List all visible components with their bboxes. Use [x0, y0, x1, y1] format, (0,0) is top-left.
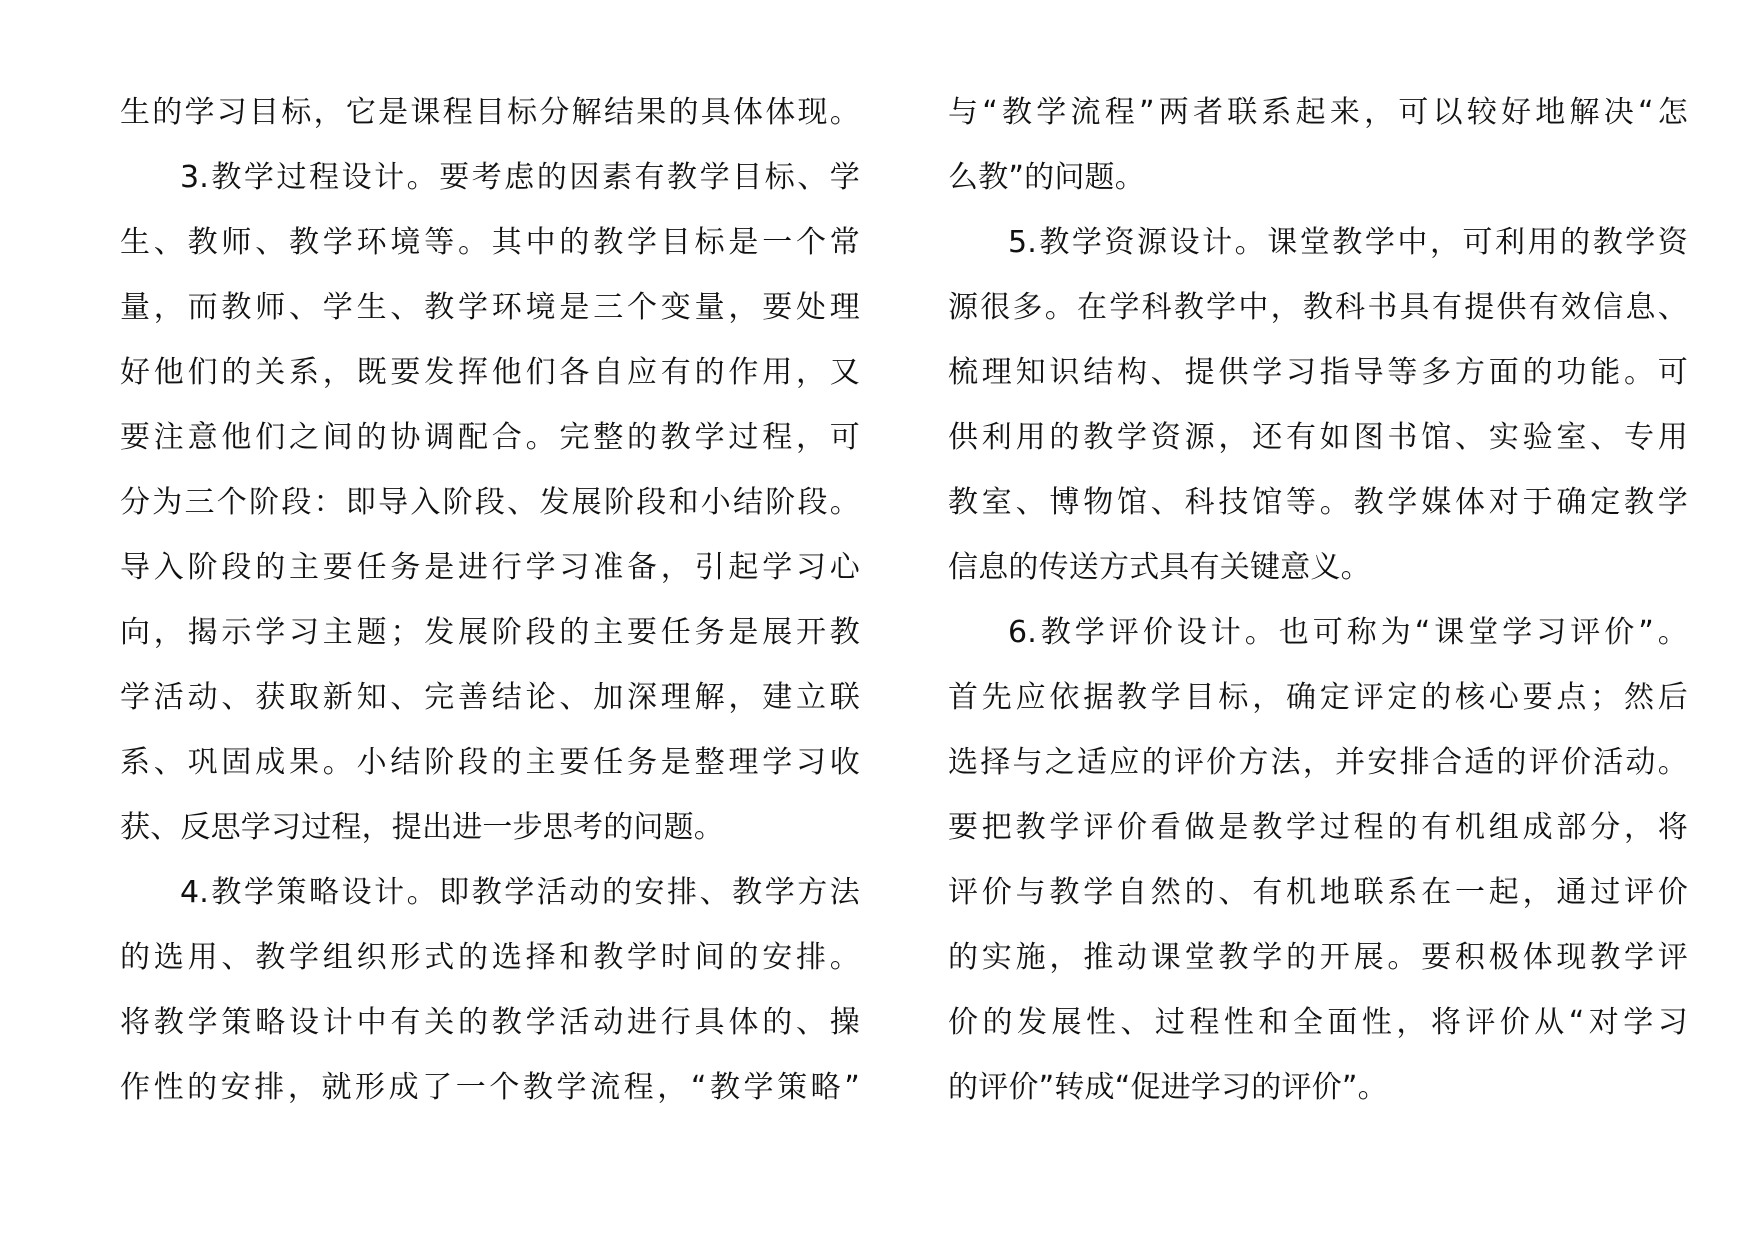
left-column-line-9: 向，揭示学习主题；发展阶段的主要任务是展开教 — [120, 615, 860, 650]
left-column-line-4: 量，而教师、学生、教学环境是三个变量，要处理 — [120, 290, 860, 325]
left-column-line-5: 好他们的关系，既要发挥他们各自应有的作用，又 — [120, 355, 860, 390]
right-column-line-9: 6.教学评价设计。也可称为“课堂学习评价”。 — [1008, 615, 1688, 650]
left-column-line-13: 4.教学策略设计。即教学活动的安排、教学方法 — [180, 875, 860, 910]
left-column-line-12: 获、反思学习过程，提出进一步思考的问题。 — [120, 810, 724, 845]
right-column-line-10: 首先应依据教学目标，确定评定的核心要点；然后 — [948, 680, 1688, 715]
left-column-line-16: 作性的安排，就形成了一个教学流程，“教学策略” — [120, 1070, 860, 1105]
left-column-line-10: 学活动、获取新知、完善结论、加深理解，建立联 — [120, 680, 860, 715]
right-column-line-1: 与“教学流程”两者联系起来，可以较好地解决“怎 — [948, 95, 1688, 130]
right-column-line-13: 评价与教学自然的、有机地联系在一起，通过评价 — [948, 875, 1688, 910]
right-column-line-8: 信息的传送方式具有关键意义。 — [948, 550, 1371, 585]
left-column-line-14: 的选用、教学组织形式的选择和教学时间的安排。 — [120, 940, 860, 975]
left-column-line-3: 生、教师、教学环境等。其中的教学目标是一个常 — [120, 225, 860, 260]
left-column-line-6: 要注意他们之间的协调配合。完整的教学过程，可 — [120, 420, 860, 455]
left-column-line-7: 分为三个阶段：即导入阶段、发展阶段和小结阶段。 — [120, 485, 860, 520]
right-column-line-11: 选择与之适应的评价方法，并安排合适的评价活动。 — [948, 745, 1688, 780]
right-column-line-16: 的评价”转成“促进学习的评价”。 — [948, 1070, 1388, 1105]
left-column-line-1: 生的学习目标，它是课程目标分解结果的具体体现。 — [120, 95, 860, 130]
right-column-line-15: 价的发展性、过程性和全面性，将评价从“对学习 — [948, 1005, 1688, 1040]
right-column-line-4: 源很多。在学科教学中，教科书具有提供有效信息、 — [948, 290, 1688, 325]
right-column-line-14: 的实施，推动课堂教学的开展。要积极体现教学评 — [948, 940, 1688, 975]
right-column-line-5: 梳理知识结构、提供学习指导等多方面的功能。可 — [948, 355, 1688, 390]
left-text-column — [120, 80, 860, 1120]
right-column-line-12: 要把教学评价看做是教学过程的有机组成部分，将 — [948, 810, 1688, 845]
right-column-line-3: 5.教学资源设计。课堂教学中，可利用的教学资 — [1008, 225, 1688, 260]
left-column-line-8: 导入阶段的主要任务是进行学习准备，引起学习心 — [120, 550, 860, 585]
left-column-line-2: 3.教学过程设计。要考虑的因素有教学目标、学 — [180, 160, 860, 195]
right-column-line-2: 么教”的问题。 — [948, 160, 1145, 195]
right-column-line-7: 教室、博物馆、科技馆等。教学媒体对于确定教学 — [948, 485, 1688, 520]
right-text-column — [948, 80, 1688, 1120]
right-column-line-6: 供利用的教学资源，还有如图书馆、实验室、专用 — [948, 420, 1688, 455]
left-column-line-11: 系、巩固成果。小结阶段的主要任务是整理学习收 — [120, 745, 860, 780]
left-column-line-15: 将教学策略设计中有关的教学活动进行具体的、操 — [120, 1005, 860, 1040]
